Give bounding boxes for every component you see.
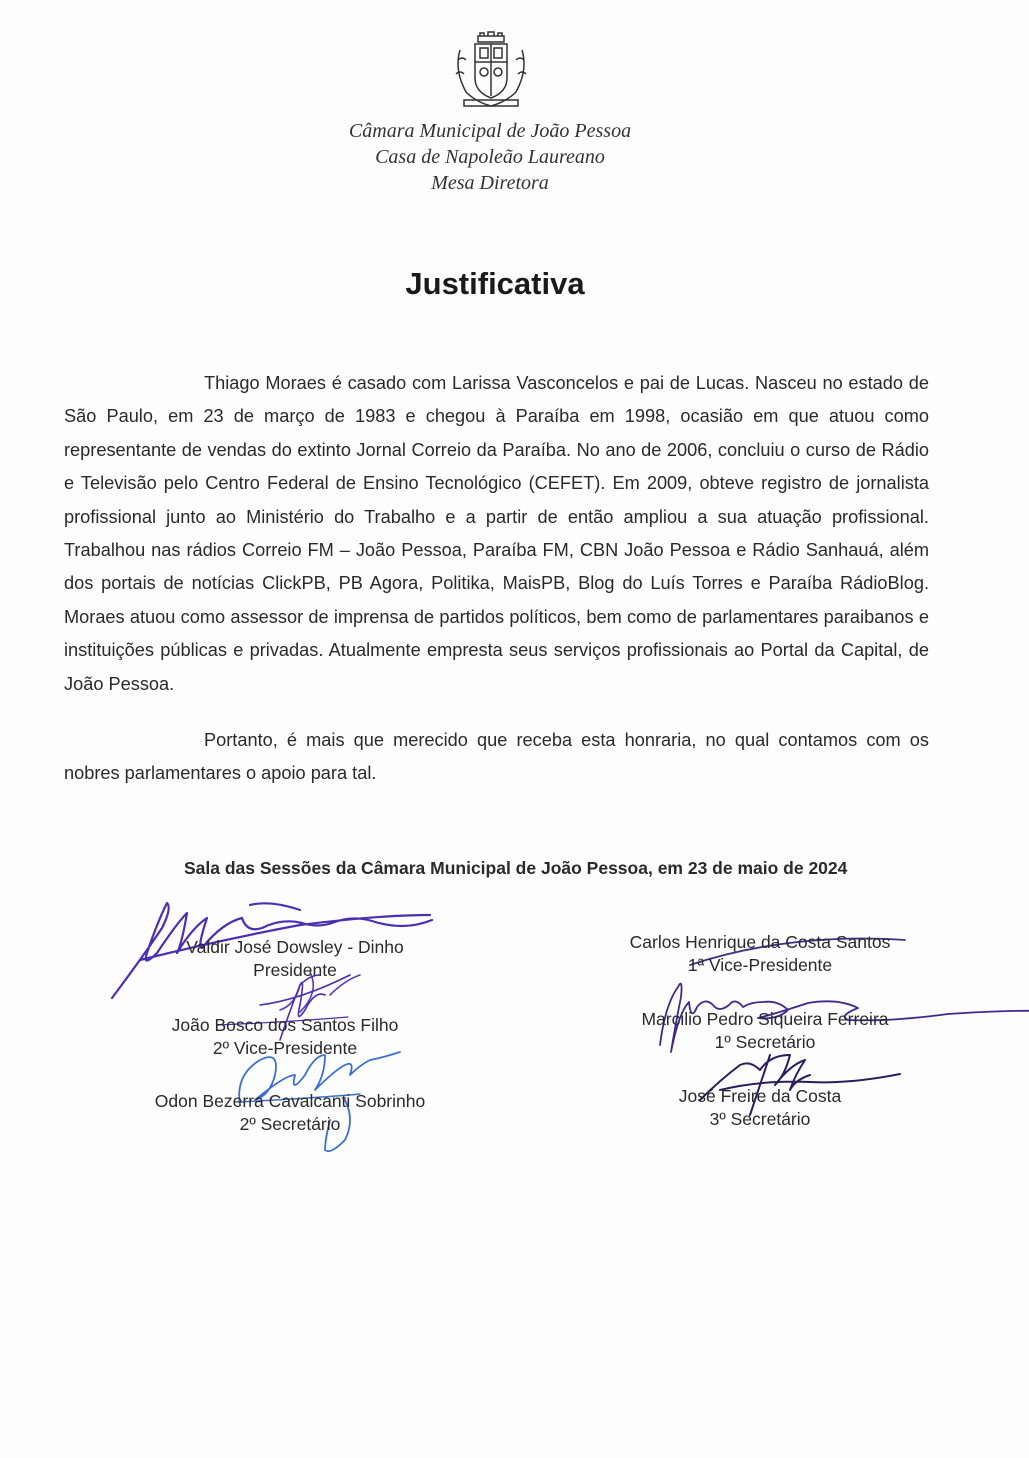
signatory-name: Valdir José Dowsley - Dinho <box>186 937 404 957</box>
document-title: Justificativa <box>405 266 585 301</box>
signatory-name: Odon Bezerra Cavalcanti Sobrinho <box>154 1091 426 1111</box>
signatory-role: 1º Secretário <box>714 1032 816 1052</box>
signatory-role: 2º Vice-Presidente <box>212 1038 358 1058</box>
justification-body <box>64 367 929 791</box>
paragraph-biography: Thiago Moraes é casado com Larissa Vasconcelos e pai de Lucas. Nasceu no estado de São Paulo, em 23 de março de 1983 e chegou à Paraíba em 1998, ocasião em que atuou como representante de vendas do extinto Jornal Correio da Paraíba. No ano de 2006, concluiu o curso de Rádio e Televisão pelo Centro Federal de Ensino Tecnológico (CEFET). Em 2009, obteve registro de jornalista profissional junto ao Ministério do Trabalho e a partir de então ampliou a sua atuação profissional. Trabalhou nas rádios Correio FM – João Pessoa, Paraíba FM, CBN João Pessoa e Rádio Sanhauá, além dos portais de notícias ClickPB, PB Agora, Politika, MaisPB, Blog do Luís Torres e Paraíba RádioBlog. Moraes atuou como assessor de imprensa de partidos políticos, bem como de parlamentares paraibanos e instituições públicas e privadas. Atualmente empresta seus serviços profissionais ao Portal da Capital, de João Pessoa. <box>64 373 929 694</box>
signatory-name: Marcilio Pedro Siqueira Ferreira <box>641 1009 889 1029</box>
signatory-name: Carlos Henrique da Costa Santos <box>629 932 891 952</box>
signatory-second-secretary <box>120 1090 460 1136</box>
signatory-role: 2º Secretário <box>239 1114 341 1134</box>
signatory-role: Presidente <box>253 960 337 980</box>
signatory-name: João Bosco dos Santos Filho <box>171 1015 399 1035</box>
signatory-first-secretary <box>600 1008 930 1054</box>
signatory-role: 3º Secretário <box>709 1109 811 1129</box>
paragraph-conclusion: Portanto, é mais que merecido que receba esta honraria, no qual contamos com os nobres parlamentares o apoio para tal. <box>64 730 929 784</box>
signatory-first-vice-president <box>595 931 925 977</box>
signatory-role: 1ª Vice-Presidente <box>687 955 833 975</box>
header-line-board: Mesa Diretora <box>431 172 549 194</box>
signatory-name: José Freire da Costa <box>678 1086 842 1106</box>
header-line-chamber: Câmara Municipal de João Pessoa <box>348 120 632 142</box>
signatory-third-secretary <box>630 1085 890 1131</box>
header-line-house: Casa de Napoleão Laureano <box>375 146 605 168</box>
coat-of-arms-icon <box>450 30 532 112</box>
signatory-second-vice-president <box>140 1014 430 1060</box>
session-date-line: Sala das Sessões da Câmara Municipal de João Pessoa, em 23 de maio de 2024 <box>184 858 848 878</box>
institution-header <box>300 118 680 196</box>
signatory-president <box>150 936 440 982</box>
